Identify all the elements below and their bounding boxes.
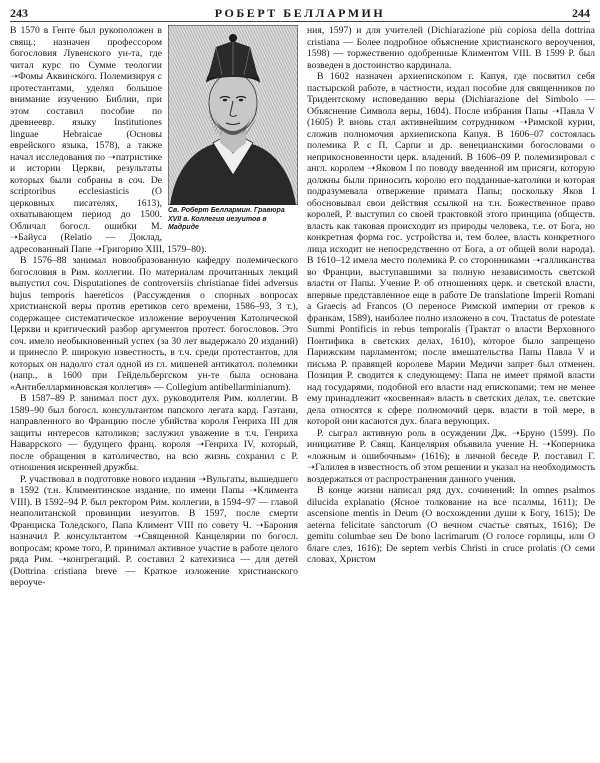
right-column xyxy=(307,25,595,755)
left-paragraph-4: Р. участвовал в подготовке нового издания ➝Вульгаты, вышедшего в 1592 (т.н. Климентинское издание, по имени Папы ➝Климента VIII). В 1592–94 Р. был ректором Рим. коллегии, в 1594–97 — главой неаполитанской провинции иезуитов. В 1597, после смерти Франциска Толедского, Папа Климент VIII по совету Ч. ➝Барония назначил Р. консультантом ➝Священной Канцелярии по богосл. вопросам; кроме того, Р. принимал активное участие в работе целого ряда Рим. ➝конгрегаций. Р. составил 2 катехизиса — для детей (Dottrina cristiana breve — Краткое изложение христианского вероуче- xyxy=(10,473,298,588)
portrait-caption: Св. Роберт Беллармин. Гравюра XVII в. Коллегия иезуитов в Мадриде xyxy=(168,207,285,231)
running-header xyxy=(10,5,590,22)
page-number-left: 243 xyxy=(10,5,28,20)
running-title: РОБЕРТ БЕЛЛАРМИН xyxy=(214,5,386,20)
page-number-right: 244 xyxy=(572,5,590,20)
right-paragraph-1: ния, 1597) и для учителей (Dichiarazione più copiosa della dottrina cristiana — Более подробное объяснение христианского вероучения, 1598) — торжественно одобренные Климентом VIII. В 1599 Р. был возведен в достоинство кардинала. xyxy=(307,25,595,71)
right-paragraph-2: В 1602 назначен архиепископом г. Капуя, где посвятил себя пастырской работе, в частности, издал пособие для священников по Тридентскому исповеданию веры (Dichiarazione del Simbolo — Объяснение Символа веры, 1604). После избрания Папы ➝Павла V (1605) Р. вновь стал активнейшим сотрудником ➝Римской курии, сложив полномочия архиепископа Капуя. В 1606–07 состоялась полемика Р. с П. Сарпи и др. венецианскими богословами о неприкосновенности церк. владений. В 1606–09 Р. полемизировал с англ. королем ➝Яковом I по поводу введенной им присяги, которую должны были приносить королю его подданные-католики и которая подразумевала отвержение примата Папы; поскольку Яков I обосновывал свои действия ссылкой на т.н. Божественное право королей, Р. выступил со своей трактовкой этого принципа (обществ. власть как таковая происходит из природы человека, т.е. от Бога, но конкретная форма гос. устройства и, тем более, власть конкретного лица исходит не непосредственно от Бога, а от общей воли народа). В 1610–12 имела место полемика Р. со сторонниками ➝галликанства во Франции, выступавшими за полную независимость светской власти от Папы. Учение Р. об отношениях церк. и светской власти, впервые представленное еще в работе De translatione Imperii Romani a Graecis ad Francos (О переносе Римской империи от греков к франкам, 1589), наиболее полно изложено в соч. Tractatus de potestate Summi Pontificis in rebus temporalis (Трактат о власти Верховного Понтифика в светских делах, 1610), которое было запрещено Парижским парламентом; после вмешательства Папы Павла V и письма Р. правящей королеве Марии Медичи запрет был отменен. Позиция Р. сводится к следующему: Папа не имеет прямой власти над государями, подобной его власти над епископами; тем не менее ему принадлежит «косвенная» власть в светских делах, т.е. светские дела относятся к сфере полномочий церк. власти в той мере, в которой они касаются дух. блага верующих. xyxy=(307,71,595,427)
right-paragraph-4: В конце жизни написал ряд дух. сочинений: In omnes psalmos dilucida explanatio (Ясное толкование на все псалмы, 1611); De ascensione mentis in Deum (О восхождении души к Богу, 1615); De aeterna felicitate sanctorum (О вечном счастье святых, 1616); De gemitu columbae seu De bono lacrimarum (О голосе горлицы, или О благе слез, 1616); De septem verbis Christi in cruce prolatis (О семи словах, Христом xyxy=(307,485,595,565)
left-paragraph-2: В 1576–88 занимал новообразованную кафедру полемического богословия в Рим. коллегии. По материалам прочитанных лекций выпустил соч. Disputationes de controversiis christianae fidei adversus hujus temporis haereticos (Рассуждения о спорных вопросах христианской веры против еретиков сего времени, 1586–93, 3 т.), содержащее систематическое изложение вероучения Католической Церкви и критический разбор аргументов протест. богословов. Это соч. имело необыкновенный успех (за 30 лет выдержало 20 изданий) и принесло Р. широкую известность, в т.ч. среди протестантов, для которых он надолго стал одной из гл. мишеней антикатол. полемики (напр., в 1600 при Гейдельбергском ун-те была основана «Антибелларминовская коллегия» — Collegium antibellarminianum). xyxy=(10,255,298,393)
left-column xyxy=(10,25,298,755)
right-paragraph-3: Р. сыграл активную роль в осуждении Дж. ➝Бруно (1599). По инициативе Р. Свящ. Канцелярия объявила учение Н. ➝Коперника «ложным и ошибочным» (1616); в личной беседе Р. поставил Г. ➝Галилея в известность об этом решении и указал на необходимость воздержаться от распространения данного учения. xyxy=(307,427,595,485)
portrait-engraving xyxy=(168,25,298,205)
portrait-figure xyxy=(168,25,298,233)
left-paragraph-1: В 1570 в Генте был рукоположен в свящ.; назначен профессором богословия Лувенского ун-та, где читал курс по Сумме теологии ➝Фомы Аквинского. Полемизируя с протестантами, уделял большое внимание изучению Библии, при этом составил пособие по древнеевр. языку Institutiones linguae Hebraicae (Основы еврейского языка, 1578), а также начал исследования по ➝патристике и истории Церкви, результаты которых были собраны в соч. De scriptoribus ecclesiasticis (О церковных писателях, 1613), охватывающем период до 1500. Обличал богосл. ошибки М. ➝Байуса (Relatio — Доклад, адресованный Папе ➝Григорию XIII, 1579–80). xyxy=(10,25,207,255)
left-paragraph-3: В 1587–89 Р. занимал пост дух. руководителя Рим. коллегии. В 1589–90 был богосл. консультантом папского легата кард. Гаэтани, направленного во Францию после убийства короля Генриха III для защиты интересов католиков; заслужил уважение в т.ч. Генриха Наваррского — будущего франц. короля ➝Генриха IV, который, после обращения в католичество, на всю жизнь сохранил с Р. отношения искренней дружбы. xyxy=(10,393,298,473)
